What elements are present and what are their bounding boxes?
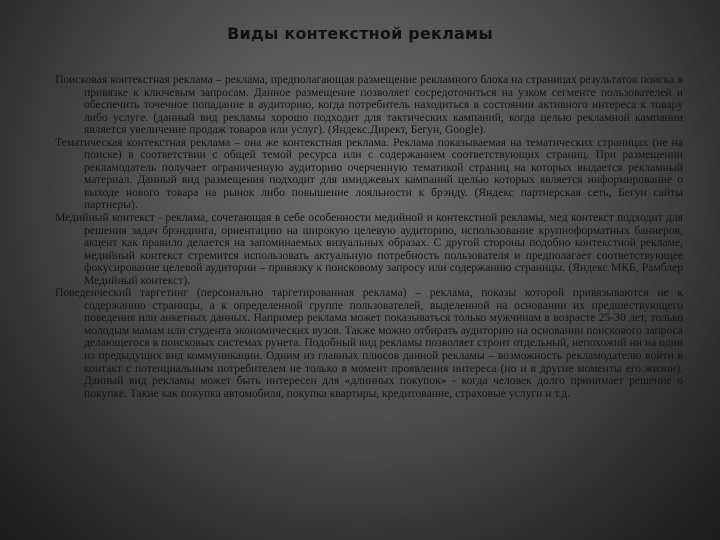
paragraph-media-context: Медийный контекст - реклама, сочетающая в себе особенности медийной и контекстной рекламы, мед контекст подходит для решения задач брэндинга, ориентацию на широкую целевую аудиторию, использование крупноформатных баннеров, акцент как правило делается на запоминаемых визуальных образах. С другой стороны подобно контекстной рекламе, медийный контекст стремится использовать актуальную потребность пользователя и предполагает соответствующее фокусирование целевой аудитории – привязку к поисковому запросу или содержанию страницы. (Яндекс МКБ, Рамблер Медийный контекст). xyxy=(55,211,683,287)
paragraph-search-ads: Поисковая контекстная реклама – реклама, предполагающая размещение рекламного блока на страницах результатов поиска в привязке к ключевым запросам. Данное размещение позволяет сосредоточиться на узком сегменте пользователей и обеспечить точечное попадание в аудиторию, когда потребитель находиться в состоянии активного интереса к товару либо услуге. (данный вид рекламы хорошо подходит для тактических кампаний, когда целью рекламной кампании является увеличение продаж товаров или услуг). (Яндекс.Директ, Бегун, Google). xyxy=(55,73,683,137)
paragraph-thematic-ads: Тематическая контекстная реклама – она же контекстная реклама. Реклама показываемая на тематических страницах (не на поиске) в соответствии с общей темой ресурса или с содержанием соответствующих страниц. При размещении рекламодатель получает ограниченную аудиторию очерченную тематикой страниц на которых выдается рекламный материал. Данный вид размещения подходит для имиджевых кампаний целью которых является информирование о выходе нового товара на рынок либо повышение лояльности к брэнду. (Яндекс партнерская сеть, Бегун сайты партнеры). xyxy=(55,135,683,212)
paragraph-behavioral-targeting: Поведенческий таргетинг (персонально таргетированная реклама) – реклама, показы которой привязываются не к содержанию страницы, а к определенной группе пользователей, выделенной на основании их предшествующего поведения или анкетных данных. Например реклама может показываться только мужчинам в возрасте 25-30 лет, только молодым мамам или студента экономических вузов. Также можно отбирать аудиторию на основании поискового запроса делающегося в поисковых системах рунета. Подобный вид рекламы позволяет строит отдельный, непохожий ни на один из предыдущих вид коммуникации. Одним из главных плюсов данной рекламы – возможность рекламодателю войти в контакт с потенциальным потребителем не только в момент проявления интереса (но и в другие моменты его жизни). Данный вид рекламы может быть интересен для «длинных покупок» - когда человек долго принимает решение о покупке. Такие как покупка автомобиля, покупка квартиры, кредитование, страховые услуги и т.д. xyxy=(55,286,683,400)
slide-body xyxy=(55,74,683,400)
slide-title: Виды контекстной рекламы xyxy=(227,24,493,43)
